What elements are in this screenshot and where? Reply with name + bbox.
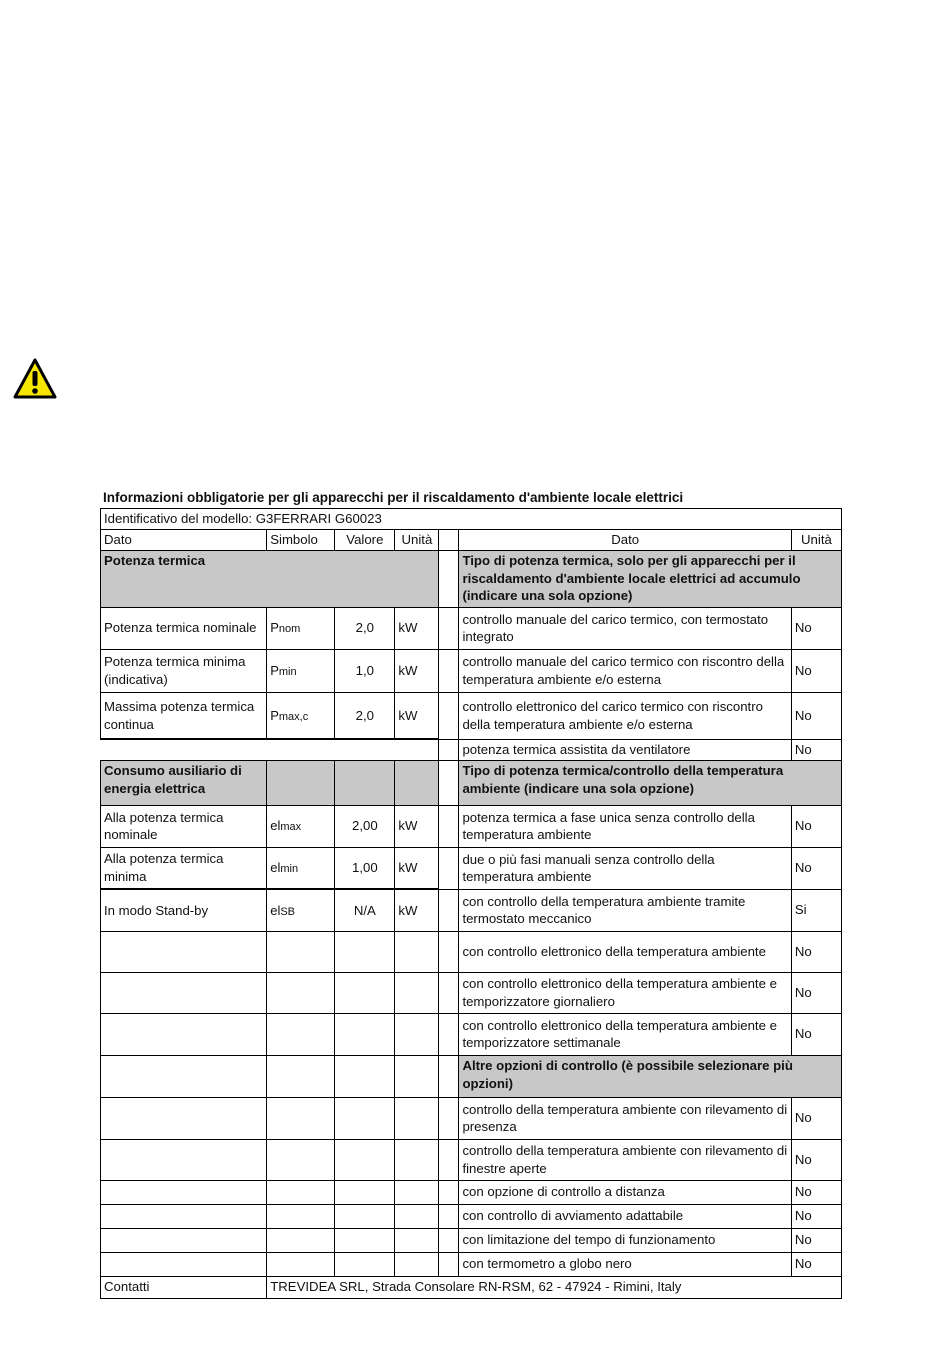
section-altre-opzioni: Altre opzioni di controllo (è possibile selezionare più opzioni) bbox=[459, 1055, 842, 1097]
spacer-cell bbox=[439, 1055, 459, 1097]
option-cell: con opzione di controllo a distanza bbox=[459, 1180, 791, 1204]
unit-cell: kW bbox=[395, 649, 439, 692]
empty-cell bbox=[335, 1228, 395, 1252]
spacer-cell bbox=[439, 607, 459, 649]
empty-cell bbox=[335, 1204, 395, 1228]
empty-cell bbox=[395, 1097, 439, 1139]
spacer-cell bbox=[439, 1252, 459, 1276]
empty-cell bbox=[395, 760, 439, 805]
table-row bbox=[101, 1013, 842, 1055]
option-cell: controllo della temperatura ambiente con rilevamento di presenza bbox=[459, 1097, 791, 1139]
symbol-cell: Pmax,c bbox=[267, 692, 335, 739]
header-valore: Valore bbox=[335, 529, 395, 550]
spacer-cell bbox=[439, 739, 459, 760]
table-row bbox=[101, 739, 842, 760]
option-cell: con controllo della temperatura ambiente tramite termostato meccanico bbox=[459, 889, 791, 931]
unit-cell: kW bbox=[395, 805, 439, 847]
header-simbolo: Simbolo bbox=[267, 529, 335, 550]
symbol-cell: elSB bbox=[267, 889, 335, 931]
option-value-cell: No bbox=[791, 931, 841, 972]
header-unita-right: Unità bbox=[791, 529, 841, 550]
empty-cell bbox=[267, 1097, 335, 1139]
table-row bbox=[101, 1252, 842, 1276]
table-row bbox=[101, 649, 842, 692]
spacer-cell bbox=[439, 1180, 459, 1204]
empty-cell bbox=[267, 1180, 335, 1204]
value-cell: N/A bbox=[335, 889, 395, 931]
table-row bbox=[101, 889, 842, 931]
unit-cell: kW bbox=[395, 889, 439, 931]
option-value-cell: No bbox=[791, 1180, 841, 1204]
empty-cell bbox=[101, 1180, 267, 1204]
dato-cell: Massima potenza termica continua bbox=[101, 692, 267, 739]
model-identifier: Identificativo del modello: G3FERRARI G60023 bbox=[101, 509, 842, 530]
empty-cell bbox=[267, 1228, 335, 1252]
option-value-cell: No bbox=[791, 1097, 841, 1139]
option-value-cell: No bbox=[791, 1204, 841, 1228]
empty-cell bbox=[395, 1180, 439, 1204]
empty-cell bbox=[101, 1097, 267, 1139]
table-title: Informazioni obbligatorie per gli apparecchi per il riscaldamento d'ambiente locale elettrici bbox=[103, 490, 684, 505]
table-row bbox=[101, 847, 842, 889]
spacer-cell bbox=[439, 1013, 459, 1055]
table-row bbox=[101, 931, 842, 972]
section-tipo-controllo: Tipo di potenza termica/controllo della temperatura ambiente (indicare una sola opzione) bbox=[459, 760, 842, 805]
empty-cell bbox=[267, 1055, 335, 1097]
option-value-cell: No bbox=[791, 739, 841, 760]
option-cell: con termometro a globo nero bbox=[459, 1252, 791, 1276]
option-cell: controllo manuale del carico termico, con termostato integrato bbox=[459, 607, 791, 649]
empty-cell bbox=[101, 1139, 267, 1180]
option-cell: con controllo elettronico della temperatura ambiente bbox=[459, 931, 791, 972]
option-cell: con controllo elettronico della temperatura ambiente e temporizzatore settimanale bbox=[459, 1013, 791, 1055]
empty-cell bbox=[335, 1055, 395, 1097]
empty-cell bbox=[395, 1204, 439, 1228]
section-tipo-accumulo: Tipo di potenza termica, solo per gli apparecchi per il riscaldamento d'ambiente locale elettrici ad accumulo (indicare una sola opzione) bbox=[459, 550, 842, 607]
empty-cell bbox=[267, 972, 335, 1013]
empty-cell bbox=[395, 931, 439, 972]
option-value-cell: Si bbox=[791, 889, 841, 931]
value-cell: 2,00 bbox=[335, 805, 395, 847]
empty-cell bbox=[101, 931, 267, 972]
spacer-cell bbox=[439, 1204, 459, 1228]
empty-cell bbox=[101, 1204, 267, 1228]
dato-cell: In modo Stand-by bbox=[101, 889, 267, 931]
symbol-cell: Pnom bbox=[267, 607, 335, 649]
option-cell: con controllo di avviamento adattabile bbox=[459, 1204, 791, 1228]
empty-cell bbox=[395, 972, 439, 1013]
option-cell: controllo manuale del carico termico con riscontro della temperatura ambiente e/o esterna bbox=[459, 649, 791, 692]
option-value-cell: No bbox=[791, 1139, 841, 1180]
empty-cell bbox=[395, 1055, 439, 1097]
table-row bbox=[101, 1139, 842, 1180]
empty-cell bbox=[267, 1139, 335, 1180]
symbol-cell: elmax bbox=[267, 805, 335, 847]
option-cell: con limitazione del tempo di funzionamento bbox=[459, 1228, 791, 1252]
spacer-cell bbox=[439, 760, 459, 805]
header-dato: Dato bbox=[101, 529, 267, 550]
value-cell: 1,0 bbox=[335, 649, 395, 692]
value-cell: 2,0 bbox=[335, 607, 395, 649]
option-cell: potenza termica a fase unica senza controllo della temperatura ambiente bbox=[459, 805, 791, 847]
spacer-cell bbox=[439, 1097, 459, 1139]
empty-cell bbox=[335, 760, 395, 805]
option-value-cell: No bbox=[791, 607, 841, 649]
section-consumo: Consumo ausiliario di energia elettrica bbox=[101, 760, 267, 805]
option-cell: controllo elettronico del carico termico con riscontro della temperatura ambiente e/o esterna bbox=[459, 692, 791, 739]
option-value-cell: No bbox=[791, 1252, 841, 1276]
dato-cell: Potenza termica minima (indicativa) bbox=[101, 649, 267, 692]
contatti-value: TREVIDEA SRL, Strada Consolare RN-RSM, 62 - 47924 - Rimini, Italy bbox=[267, 1276, 842, 1298]
table-row bbox=[101, 1204, 842, 1228]
spacer-cell bbox=[439, 649, 459, 692]
header-dato-right: Dato bbox=[459, 529, 791, 550]
section-potenza-termica: Potenza termica bbox=[101, 550, 439, 607]
option-cell: due o più fasi manuali senza controllo della temperatura ambiente bbox=[459, 847, 791, 889]
table-row bbox=[101, 692, 842, 739]
option-value-cell: No bbox=[791, 805, 841, 847]
info-table bbox=[100, 508, 842, 1299]
empty-cell bbox=[395, 1139, 439, 1180]
table-row bbox=[101, 1180, 842, 1204]
empty-cell bbox=[101, 1228, 267, 1252]
table-row bbox=[101, 972, 842, 1013]
empty-cell bbox=[335, 1097, 395, 1139]
empty-cell bbox=[335, 1252, 395, 1276]
value-cell: 2,0 bbox=[335, 692, 395, 739]
empty-cell bbox=[395, 1252, 439, 1276]
empty-cell bbox=[335, 931, 395, 972]
empty-cell bbox=[395, 1013, 439, 1055]
empty-cell bbox=[335, 1180, 395, 1204]
contatti-row bbox=[101, 1276, 842, 1298]
empty-cell bbox=[395, 1228, 439, 1252]
empty-cell bbox=[267, 931, 335, 972]
empty-cell bbox=[267, 1013, 335, 1055]
option-cell: controllo della temperatura ambiente con rilevamento di finestre aperte bbox=[459, 1139, 791, 1180]
table-row bbox=[101, 805, 842, 847]
option-value-cell: No bbox=[791, 692, 841, 739]
dato-cell: Alla potenza termica minima bbox=[101, 847, 267, 889]
empty-cell bbox=[101, 1252, 267, 1276]
spacer-cell bbox=[439, 847, 459, 889]
empty-cell bbox=[101, 1055, 267, 1097]
empty-cell bbox=[267, 1252, 335, 1276]
header-unita: Unità bbox=[395, 529, 439, 550]
spacer-cell bbox=[439, 692, 459, 739]
warning-icon bbox=[13, 358, 57, 400]
spacer-cell bbox=[439, 931, 459, 972]
table-row bbox=[101, 607, 842, 649]
option-value-cell: No bbox=[791, 1013, 841, 1055]
spacer-cell bbox=[439, 889, 459, 931]
empty-cell bbox=[267, 760, 335, 805]
unit-cell: kW bbox=[395, 692, 439, 739]
header-row bbox=[101, 529, 842, 550]
spacer-cell bbox=[439, 1228, 459, 1252]
symbol-cell: Pmin bbox=[267, 649, 335, 692]
contatti-label: Contatti bbox=[101, 1276, 267, 1298]
empty-cell bbox=[101, 1013, 267, 1055]
spacer-cell bbox=[439, 550, 459, 607]
spacer-cell bbox=[439, 972, 459, 1013]
empty-cell bbox=[267, 1204, 335, 1228]
option-cell: con controllo elettronico della temperatura ambiente e temporizzatore giornaliero bbox=[459, 972, 791, 1013]
empty-cell bbox=[335, 1139, 395, 1180]
dato-cell: Alla potenza termica nominale bbox=[101, 805, 267, 847]
table-row bbox=[101, 1097, 842, 1139]
empty-cell bbox=[101, 972, 267, 1013]
option-cell: potenza termica assistita da ventilatore bbox=[459, 739, 791, 760]
empty-cell bbox=[101, 739, 439, 760]
option-value-cell: No bbox=[791, 972, 841, 1013]
empty-cell bbox=[335, 972, 395, 1013]
empty-cell bbox=[335, 1013, 395, 1055]
option-value-cell: No bbox=[791, 1228, 841, 1252]
option-value-cell: No bbox=[791, 847, 841, 889]
spacer-cell bbox=[439, 805, 459, 847]
option-value-cell: No bbox=[791, 649, 841, 692]
unit-cell: kW bbox=[395, 847, 439, 889]
dato-cell: Potenza termica nominale bbox=[101, 607, 267, 649]
unit-cell: kW bbox=[395, 607, 439, 649]
spacer-cell bbox=[439, 529, 459, 550]
spacer-cell bbox=[439, 1139, 459, 1180]
table-row bbox=[101, 1228, 842, 1252]
symbol-cell: elmin bbox=[267, 847, 335, 889]
value-cell: 1,00 bbox=[335, 847, 395, 889]
